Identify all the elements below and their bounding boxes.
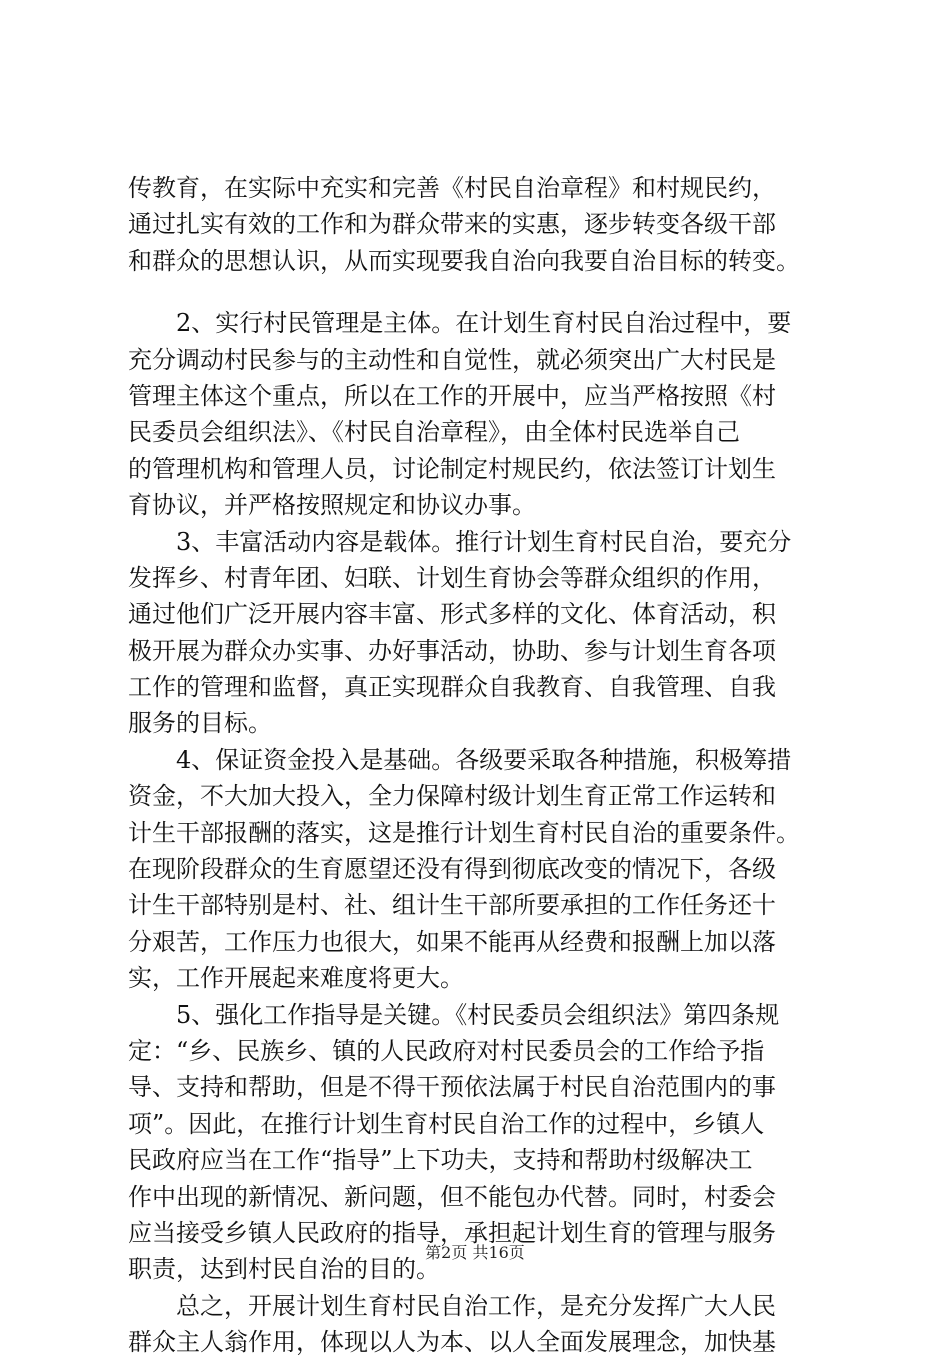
text-line: 的管理机构和管理人员，讨论制定村规民约，依法签订计划生 bbox=[128, 454, 776, 483]
text-line: 2、实行村民管理是主体。在计划生育村民自治过程中，要 bbox=[128, 309, 792, 338]
text-line: 育协议，并严格按照规定和协议办事。 bbox=[128, 491, 536, 520]
text-line: 民政府应当在工作“指导”上下功夫，支持和帮助村级解决工 bbox=[128, 1146, 753, 1175]
text-line: 定：“乡、民族乡、镇的人民政府对村民委员会的工作给予指 bbox=[128, 1036, 765, 1065]
text-line: 管理主体这个重点，所以在工作的开展中，应当严格按照《村 bbox=[128, 381, 776, 410]
text-line: 5、强化工作指导是关键。《村民委员会组织法》第四条规 bbox=[128, 1000, 780, 1029]
text-line: 3、丰富活动内容是载体。推行计划生育村民自治，要充分 bbox=[128, 527, 792, 556]
text-line: 作中出现的新情况、新问题，但不能包办代替。同时，村委会 bbox=[128, 1182, 776, 1211]
text-line: 通过扎实有效的工作和为群众带来的实惠，逐步转变各级干部 bbox=[128, 210, 776, 239]
page-indicator: 第2页 共16页 bbox=[425, 1243, 525, 1262]
body-text bbox=[128, 170, 838, 1361]
text-line: 计生干部报酬的落实，这是推行计划生育村民自治的重要条件。 bbox=[128, 818, 800, 847]
text-line: 在现阶段群众的生育愿望还没有得到彻底改变的情况下，各级 bbox=[128, 855, 776, 884]
text-line: 职责，达到村民自治的目的。 bbox=[128, 1255, 440, 1284]
text-line: 计生干部特别是村、社、组计生干部所要承担的工作任务还十 bbox=[128, 891, 776, 920]
text-line: 资金，不大加大投入，全力保障村级计划生育正常工作运转和 bbox=[128, 782, 776, 811]
text-line: 传教育，在实际中充实和完善《村民自治章程》和村规民约， bbox=[128, 174, 776, 202]
text-line: 民委员会组织法》、《村民自治章程》，由全体村民选举自己 bbox=[128, 418, 740, 447]
text-line: 分艰苦，工作压力也很大，如果不能再从经费和报酬上加以落 bbox=[128, 927, 776, 956]
text-line: 群众主人翁作用，体现以人为本、以人全面发展理念，加快基 bbox=[128, 1328, 776, 1357]
text-line: 4、保证资金投入是基础。各级要采取各种措施，积极筹措 bbox=[128, 745, 792, 774]
text-line: 服务的目标。 bbox=[128, 709, 272, 738]
text-line: 应当接受乡镇人民政府的指导，承担起计划生育的管理与服务 bbox=[128, 1218, 776, 1247]
page-footer bbox=[0, 1243, 950, 1263]
text-line: 项”。因此，在推行计划生育村民自治工作的过程中，乡镇人 bbox=[128, 1109, 765, 1138]
text-line: 总之，开展计划生育村民自治工作，是充分发挥广大人民 bbox=[128, 1291, 776, 1320]
text-line: 通过他们广泛开展内容丰富、形式多样的文化、体育活动，积 bbox=[128, 600, 776, 629]
text-line: 充分调动村民参与的主动性和自觉性，就必须突出广大村民是 bbox=[128, 345, 776, 374]
text-line: 和群众的思想认识，从而实现要我自治向我要自治目标的转变。 bbox=[128, 246, 800, 275]
text-line: 发挥乡、村青年团、妇联、计划生育协会等群众组织的作用， bbox=[128, 563, 776, 592]
text-line: 导、支持和帮助，但是不得干预依法属于村民自治范围内的事 bbox=[128, 1073, 776, 1102]
text-line: 极开展为群众办实事、办好事活动，协助、参与计划生育各项 bbox=[128, 636, 776, 665]
text-line: 实，工作开展起来难度将更大。 bbox=[128, 964, 464, 993]
text-line: 工作的管理和监督，真正实现群众自我教育、自我管理、自我 bbox=[128, 673, 776, 702]
